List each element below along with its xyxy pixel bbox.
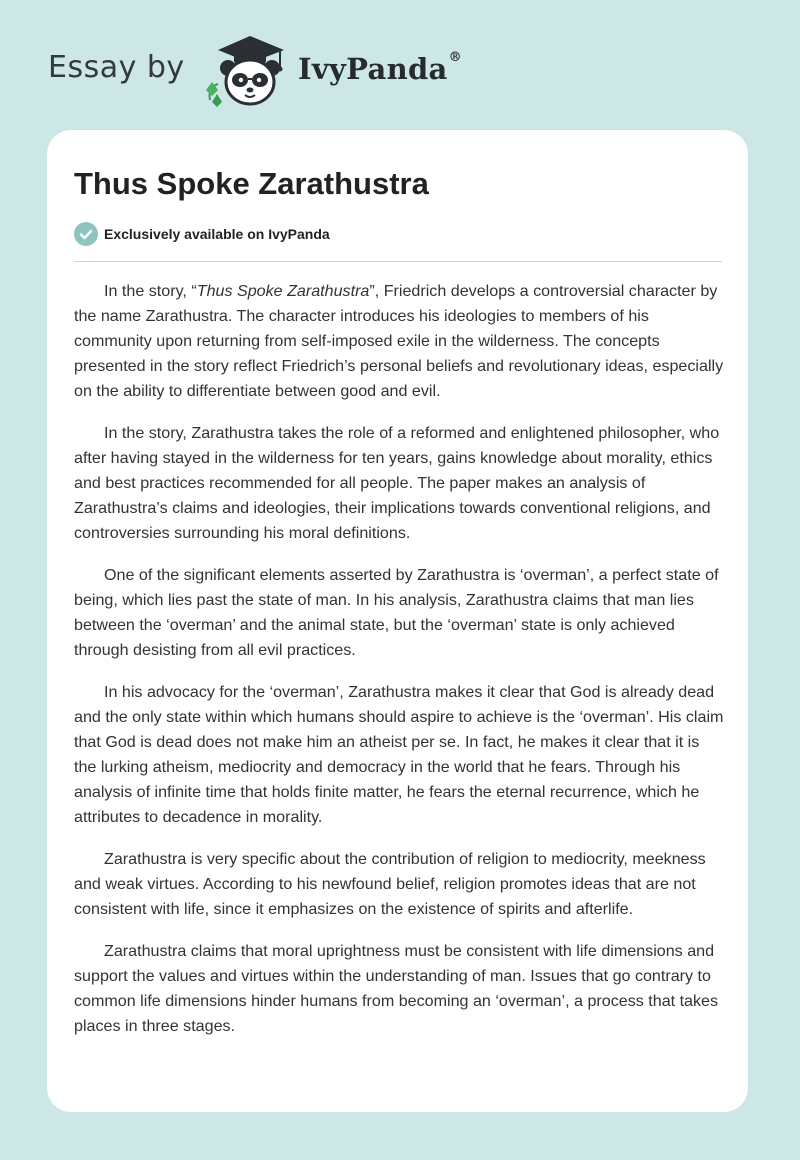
paragraph-2: In the story, Zarathustra takes the role of a reformed and enlightened philosopher, who after having stayed in the wilderness for ten years, gains knowledge about morality, ethics and best practices recommended for all people. The paper makes an analysis of Zarathustra’s claims and ideologies, their implications towards conventional religions, and controversies surrounding his moral definitions. xyxy=(74,424,720,542)
exclusive-badge-label: Exclusively available on IvyPanda xyxy=(104,226,330,242)
exclusive-badge xyxy=(74,222,330,246)
paragraph-6: Zarathustra claims that moral uprightness must be consistent with life dimensions and support the values and virtues within the understanding of man. Issues that go contrary to common life dimensions hinder humans from becoming an ‘overman’, a process that takes places in three stages. xyxy=(74,942,719,1035)
panda-graduate-icon xyxy=(200,30,296,110)
brand-name: IvyPanda® xyxy=(298,50,462,86)
registered-mark: ® xyxy=(448,50,462,65)
essay-by-label: Essay by xyxy=(48,50,185,85)
site-header xyxy=(48,30,548,110)
book-title: Thus Spoke Zarathustra xyxy=(196,282,370,300)
paragraph-3: One of the significant elements asserted by Zarathustra is ‘overman’, a perfect state of being, which lies past the state of man. In his analysis, Zarathustra claims that man lies between the ‘overman’ and the animal state, but the ‘overman’ state is only achieved through desisting from all evil practices. xyxy=(74,566,719,659)
essay-title: Thus Spoke Zarathustra xyxy=(74,166,429,201)
paragraph-5: Zarathustra is very specific about the contribution of religion to mediocrity, meekness and weak virtues. According to his newfound belief, religion promotes ideas that are not consistent with life, since it emphasizes on the existence of spirits and afterlife. xyxy=(74,850,706,918)
paragraph-1: In the story, “Thus Spoke Zarathustra”, Friedrich develops a controversial character by the name Zarathustra. The character introduces his ideologies to members of his community upon returning from self-imposed exile in the wilderness. The concepts presented in the story reflect Friedrich’s personal beliefs and revolutionary ideas, especially on the ability to differentiate between good and evil. xyxy=(74,282,724,400)
essay-card xyxy=(47,130,748,1112)
title-divider xyxy=(74,261,722,262)
essay-body xyxy=(74,279,724,1056)
check-circle-icon xyxy=(74,222,98,246)
paragraph-4: In his advocacy for the ‘overman’, Zarathustra makes it clear that God is already dead and the only state within which humans should aspire to achieve is the ‘overman’. His claim that God is dead does not make him an atheist per se. In fact, he makes it clear that it is the lurking atheism, mediocrity and democracy in the world that he fears. Through his analysis of infinite time that holds finite matter, he fears the eternal recurrence, which he attributes to decadence in morality. xyxy=(74,683,724,826)
